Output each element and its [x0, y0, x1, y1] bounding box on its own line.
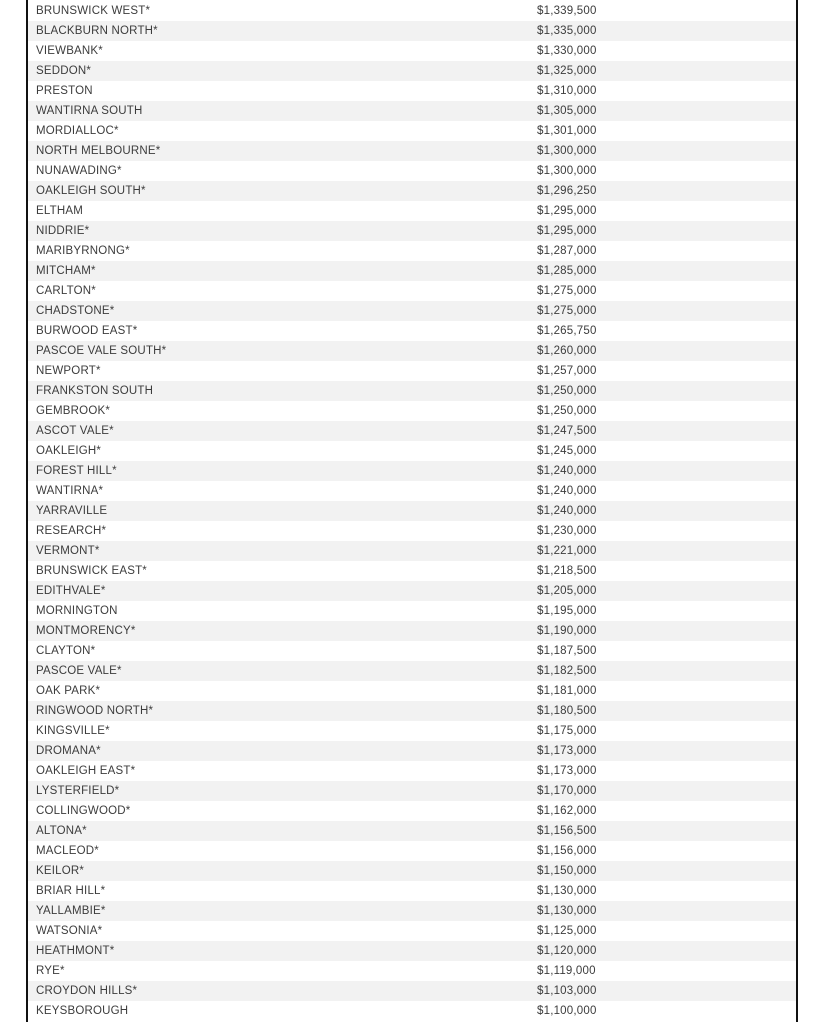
suburb-name: PRESTON [36, 85, 93, 97]
suburb-name: GEMBROOK* [36, 405, 111, 417]
median-price: $1,339,500 [537, 5, 597, 17]
table-row [28, 261, 796, 281]
table-row [28, 381, 796, 401]
table-row [28, 361, 796, 381]
median-price: $1,300,000 [537, 165, 597, 177]
table-row [28, 1001, 796, 1021]
median-price: $1,295,000 [537, 225, 597, 237]
suburb-name: OAK PARK* [36, 685, 101, 697]
median-price: $1,173,000 [537, 745, 597, 757]
suburb-name: ASCOT VALE* [36, 425, 114, 437]
suburb-name: NEWPORT* [36, 365, 101, 377]
suburb-name: YALLAMBIE* [36, 905, 106, 917]
median-price: $1,275,000 [537, 285, 597, 297]
median-price: $1,305,000 [537, 105, 597, 117]
suburb-name: CROYDON HILLS* [36, 985, 138, 997]
median-price: $1,125,000 [537, 925, 597, 937]
median-price: $1,156,500 [537, 825, 597, 837]
table-row [28, 821, 796, 841]
table-row [28, 21, 796, 41]
table-row [28, 81, 796, 101]
table-row [28, 981, 796, 1001]
suburb-name: MORNINGTON [36, 605, 118, 617]
median-price: $1,335,000 [537, 25, 597, 37]
table-row [28, 441, 796, 461]
median-price: $1,156,000 [537, 845, 597, 857]
median-price: $1,247,500 [537, 425, 597, 437]
median-price: $1,205,000 [537, 585, 597, 597]
suburb-name: NIDDRIE* [36, 225, 90, 237]
median-price: $1,285,000 [537, 265, 597, 277]
table-row [28, 841, 796, 861]
median-price: $1,195,000 [537, 605, 597, 617]
suburb-name: COLLINGWOOD* [36, 805, 131, 817]
suburb-name: SEDDON* [36, 65, 92, 77]
median-price: $1,162,000 [537, 805, 597, 817]
suburb-name: BRUNSWICK EAST* [36, 565, 147, 577]
suburb-name: OAKLEIGH EAST* [36, 765, 136, 777]
suburb-name: ALTONA* [36, 825, 87, 837]
table-row [28, 941, 796, 961]
suburb-name: VERMONT* [36, 545, 100, 557]
median-price: $1,240,000 [537, 485, 597, 497]
suburb-name: MORDIALLOC* [36, 125, 119, 137]
median-price: $1,175,000 [537, 725, 597, 737]
table-row [28, 541, 796, 561]
table-row [28, 681, 796, 701]
median-price: $1,182,500 [537, 665, 597, 677]
suburb-name: LYSTERFIELD* [36, 785, 120, 797]
table-row [28, 561, 796, 581]
suburb-name: KEYSBOROUGH [36, 1005, 129, 1017]
table-row [28, 661, 796, 681]
median-price: $1,130,000 [537, 885, 597, 897]
median-price: $1,120,000 [537, 945, 597, 957]
table-row [28, 281, 796, 301]
suburb-name: HEATHMONT* [36, 945, 115, 957]
table-row [28, 41, 796, 61]
table-row [28, 481, 796, 501]
suburb-name: EDITHVALE* [36, 585, 106, 597]
table-row [28, 61, 796, 81]
suburb-name: MONTMORENCY* [36, 625, 136, 637]
median-price: $1,240,000 [537, 505, 597, 517]
suburb-name: BRUNSWICK WEST* [36, 5, 151, 17]
table-row [28, 781, 796, 801]
suburb-name: KEILOR* [36, 865, 85, 877]
median-price: $1,150,000 [537, 865, 597, 877]
table-row [28, 621, 796, 641]
suburb-name: BLACKBURN NORTH* [36, 25, 158, 37]
median-price: $1,245,000 [537, 445, 597, 457]
table-row [28, 701, 796, 721]
median-price: $1,221,000 [537, 545, 597, 557]
median-price: $1,103,000 [537, 985, 597, 997]
median-price: $1,130,000 [537, 905, 597, 917]
median-price: $1,187,500 [537, 645, 597, 657]
table-row [28, 401, 796, 421]
median-price: $1,170,000 [537, 785, 597, 797]
median-price: $1,240,000 [537, 465, 597, 477]
table-row [28, 201, 796, 221]
table-right-border [796, 0, 798, 1022]
median-price: $1,250,000 [537, 385, 597, 397]
suburb-name: VIEWBANK* [36, 45, 103, 57]
table-row [28, 341, 796, 361]
suburb-price-table [28, 1, 796, 1021]
suburb-name: WANTIRNA SOUTH [36, 105, 143, 117]
table-row [28, 861, 796, 881]
suburb-name: NUNAWADING* [36, 165, 122, 177]
median-price: $1,173,000 [537, 765, 597, 777]
table-row [28, 161, 796, 181]
table-row [28, 121, 796, 141]
table-row [28, 301, 796, 321]
suburb-name: MARIBYRNONG* [36, 245, 130, 257]
suburb-name: MACLEOD* [36, 845, 99, 857]
table-row [28, 101, 796, 121]
median-price: $1,250,000 [537, 405, 597, 417]
suburb-name: CHADSTONE* [36, 305, 115, 317]
table-row [28, 601, 796, 621]
table-row [28, 1, 796, 21]
median-price: $1,119,000 [537, 965, 596, 977]
table-row [28, 881, 796, 901]
median-price: $1,100,000 [537, 1005, 597, 1017]
suburb-name: DROMANA* [36, 745, 101, 757]
table-row [28, 421, 796, 441]
table-row [28, 761, 796, 781]
suburb-name: RESEARCH* [36, 525, 107, 537]
table-row [28, 241, 796, 261]
suburb-name: CARLTON* [36, 285, 96, 297]
median-price: $1,230,000 [537, 525, 597, 537]
median-price: $1,330,000 [537, 45, 597, 57]
table-row [28, 581, 796, 601]
suburb-name: RYE* [36, 965, 65, 977]
table-row [28, 961, 796, 981]
table-row [28, 521, 796, 541]
suburb-name: OAKLEIGH SOUTH* [36, 185, 146, 197]
suburb-name: YARRAVILLE [36, 505, 108, 517]
median-price: $1,190,000 [537, 625, 597, 637]
table-row [28, 141, 796, 161]
table-row [28, 741, 796, 761]
median-price: $1,310,000 [537, 85, 597, 97]
median-price: $1,265,750 [537, 325, 597, 337]
median-price: $1,301,000 [537, 125, 597, 137]
suburb-name: NORTH MELBOURNE* [36, 145, 161, 157]
median-price: $1,181,000 [537, 685, 597, 697]
suburb-name: CLAYTON* [36, 645, 96, 657]
suburb-name: PASCOE VALE SOUTH* [36, 345, 167, 357]
table-row [28, 461, 796, 481]
suburb-name: MITCHAM* [36, 265, 96, 277]
suburb-name: FRANKSTON SOUTH [36, 385, 154, 397]
table-row [28, 721, 796, 741]
median-price: $1,257,000 [537, 365, 597, 377]
table-row [28, 321, 796, 341]
suburb-name: PASCOE VALE* [36, 665, 122, 677]
suburb-name: ELTHAM [36, 205, 83, 217]
suburb-name: RINGWOOD NORTH* [36, 705, 154, 717]
table-row [28, 921, 796, 941]
suburb-name: OAKLEIGH* [36, 445, 102, 457]
median-price: $1,296,250 [537, 185, 597, 197]
table-row [28, 221, 796, 241]
median-price: $1,275,000 [537, 305, 597, 317]
table-row [28, 801, 796, 821]
median-price: $1,260,000 [537, 345, 597, 357]
suburb-name: BRIAR HILL* [36, 885, 106, 897]
median-price: $1,300,000 [537, 145, 597, 157]
table-row [28, 641, 796, 661]
table-row [28, 501, 796, 521]
table-row [28, 901, 796, 921]
median-price: $1,218,500 [537, 565, 597, 577]
table-row [28, 181, 796, 201]
median-price: $1,295,000 [537, 205, 597, 217]
suburb-name: FOREST HILL* [36, 465, 117, 477]
median-price: $1,325,000 [537, 65, 597, 77]
median-price: $1,287,000 [537, 245, 597, 257]
suburb-name: WANTIRNA* [36, 485, 104, 497]
median-price: $1,180,500 [537, 705, 597, 717]
suburb-name: BURWOOD EAST* [36, 325, 138, 337]
suburb-name: WATSONIA* [36, 925, 103, 937]
suburb-name: KINGSVILLE* [36, 725, 110, 737]
